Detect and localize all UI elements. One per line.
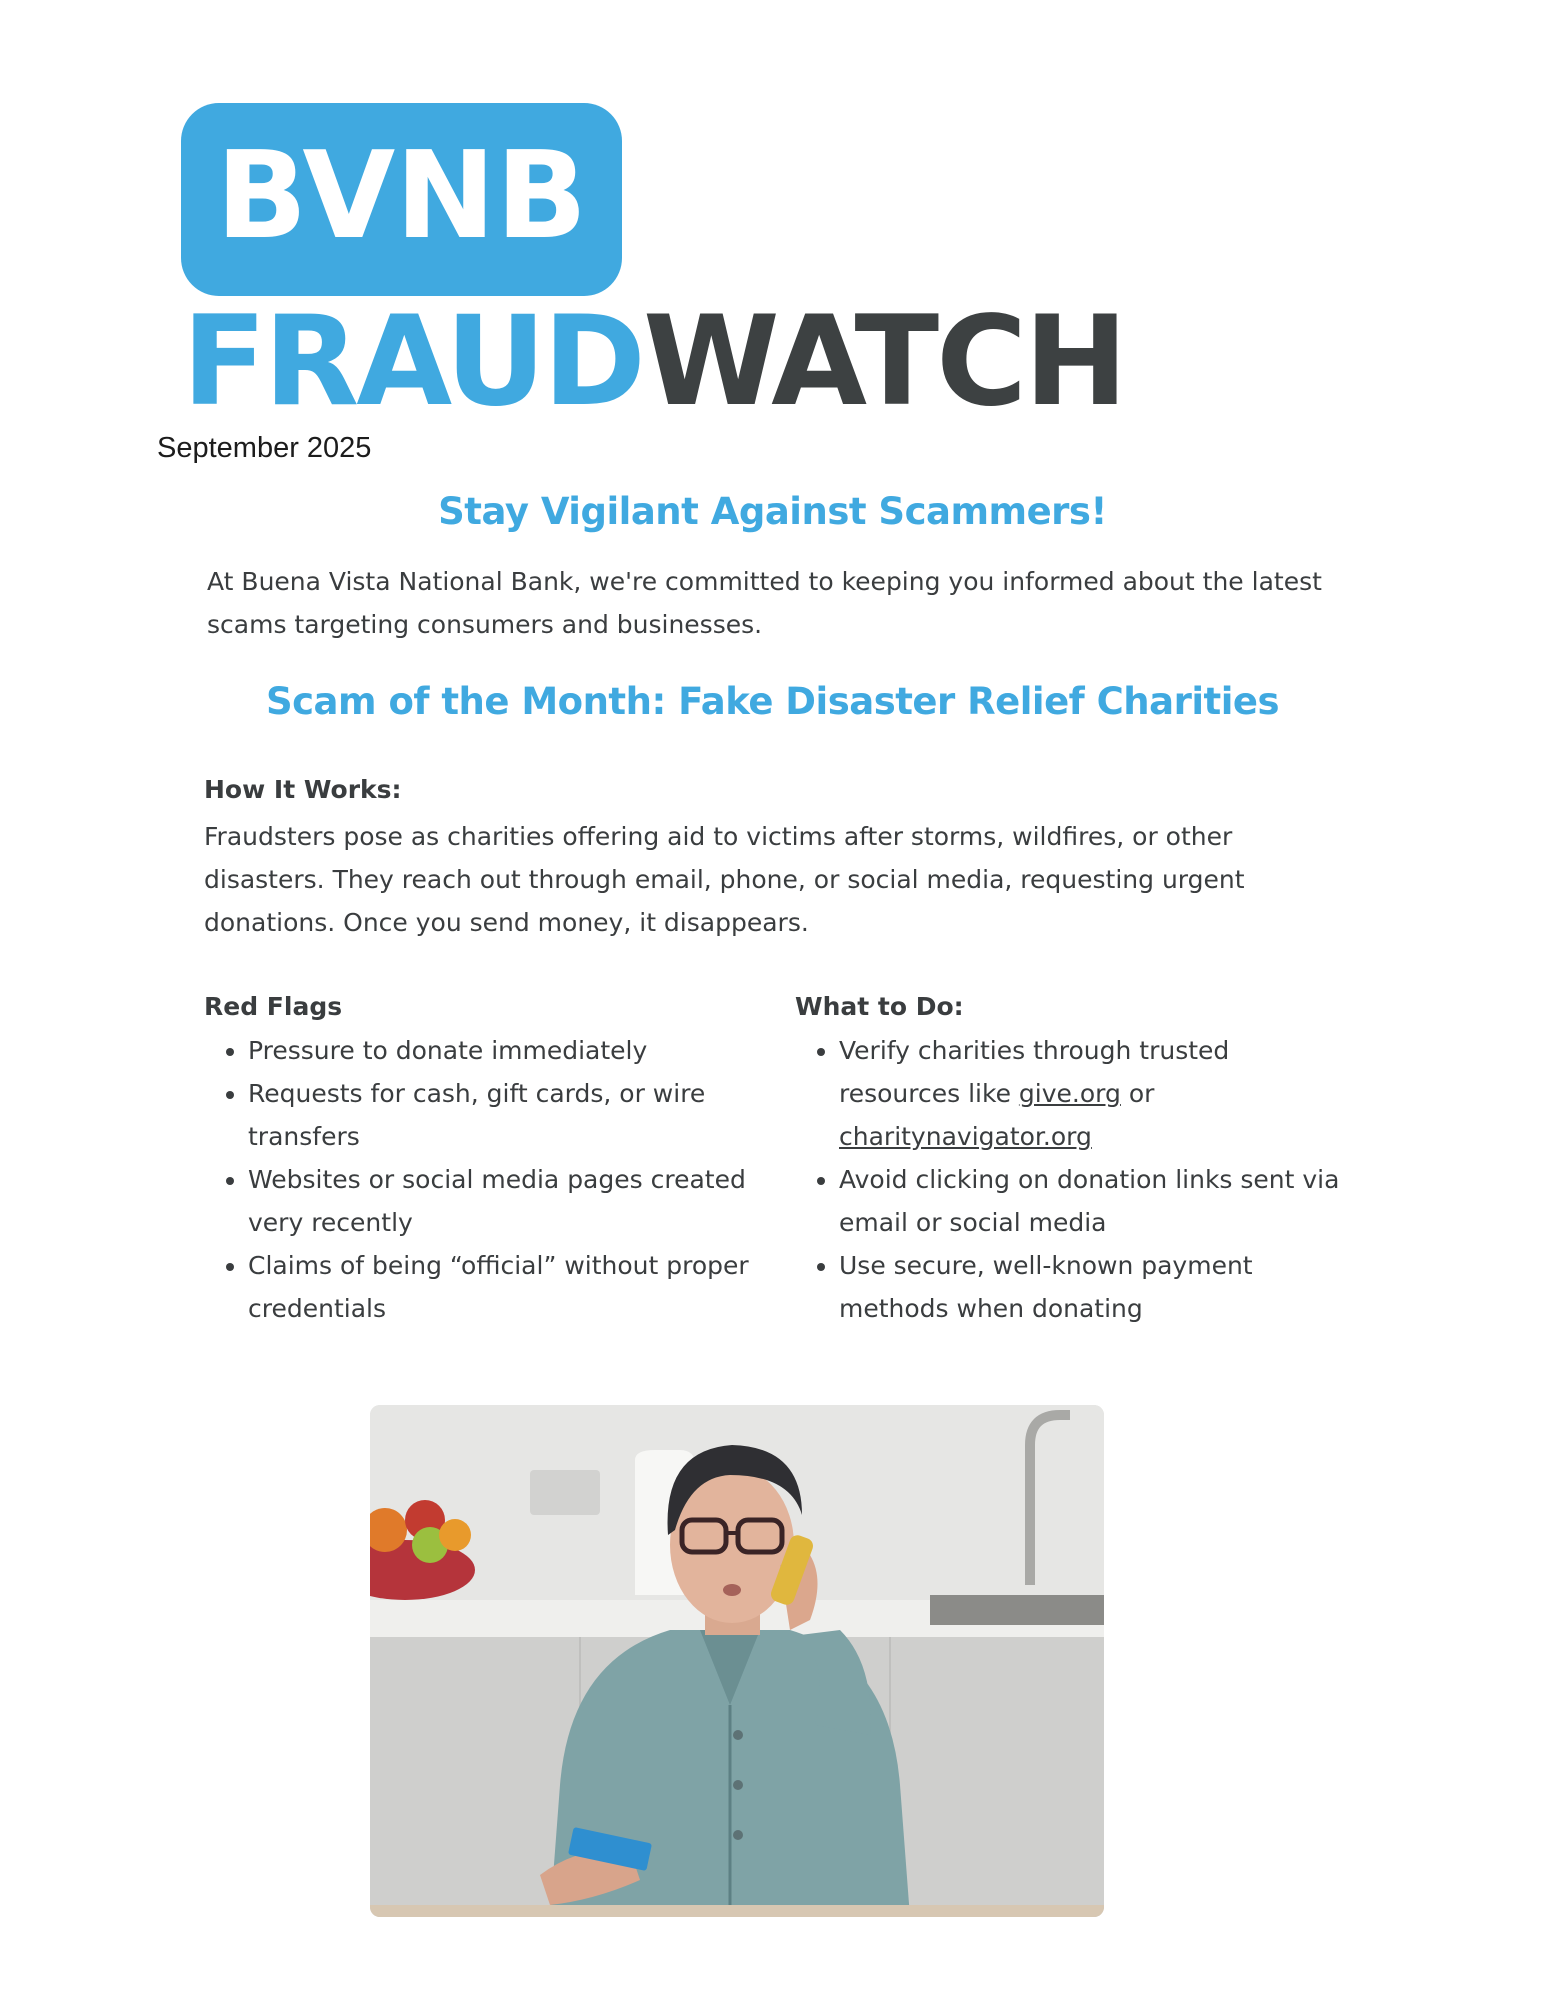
what-to-do-title: What to Do: (795, 992, 964, 1021)
how-it-works-body: Fraudsters pose as charities offering aid to victims after storms, wildfires, or other disasters. They reach out through email, phone, or social media, requesting urgent donations. Once you send money, it disappears. (204, 822, 1245, 937)
red-flags-title: Red Flags (204, 992, 343, 1021)
or-text: or (1120, 1079, 1155, 1108)
masthead-fraud: FRAUD (182, 290, 643, 434)
issue-date: September 2025 (157, 432, 372, 464)
photo-illustration (370, 1405, 1104, 1917)
main-headline: Stay Vigilant Against Scammers! (438, 490, 1107, 533)
masthead-watch: WATCH (642, 290, 1125, 434)
red-flags-list (204, 1029, 764, 1330)
charitynavigator-link[interactable]: charitynavigator.org (839, 1122, 1092, 1151)
list-item: • Avoid clicking on donation links sent via email or social media (839, 1158, 1355, 1244)
scam-of-month-title: Scam of the Month: Fake Disaster Relief Charities (265, 680, 1280, 723)
intro-paragraph: At Buena Vista National Bank, we're committed to keeping you informed about the latest scams targeting consumers and businesses. (207, 567, 1322, 639)
list-item: • Use secure, well-known payment methods when donating (839, 1244, 1355, 1330)
list-item: • Requests for cash, gift cards, or wire transfers (248, 1072, 764, 1158)
how-it-works-label: How It Works: (204, 775, 402, 804)
logo-text: BVNB (215, 126, 588, 266)
list-item (839, 1029, 1355, 1158)
list-item: • Pressure to donate immediately (248, 1029, 764, 1072)
masthead-title (182, 290, 1125, 434)
list-item: • Websites or social media pages created very recently (248, 1158, 764, 1244)
woman-on-phone-photo (370, 1405, 1104, 1917)
bvnb-logo (181, 103, 622, 296)
what-to-do-list (795, 1029, 1355, 1330)
verify-text: Verify charities through trusted resources like (839, 1036, 1230, 1108)
what-to-do-section (795, 985, 1355, 1330)
give-org-link[interactable]: give.org (1018, 1079, 1121, 1108)
list-item: • Claims of being “official” without proper credentials (248, 1244, 764, 1330)
red-flags-section (204, 985, 764, 1330)
